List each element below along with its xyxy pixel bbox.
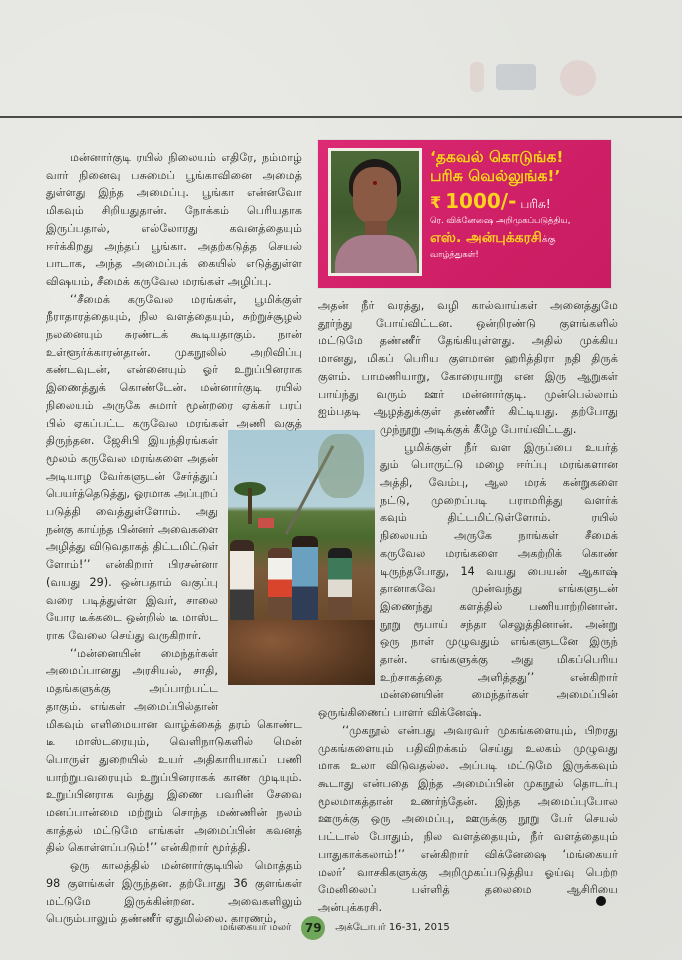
text-line: (வயது 29). ஒன்பதாம் வகுப்பு bbox=[46, 575, 218, 589]
text-line: திருந்தன. ஜேசிபி இயந்திரங்கள் bbox=[46, 434, 218, 448]
promo-wish: வாழ்த்துகள்! bbox=[430, 250, 479, 260]
text-line: யாற்றுபவரையும் உறுப்பினராகக் காண முடியும். bbox=[46, 770, 302, 784]
text-line: மூலமாகத்தான் உணர்ந்தேன். இந்த அமைப்புபோல bbox=[318, 794, 618, 808]
text-line: மனப்பான்மை மற்றும் சொந்த மண்ணின் நலம் bbox=[46, 806, 302, 820]
text-line: நிலையம் அருகே சுமார் மூன்றரை ஏக்கர் பரப் bbox=[46, 398, 302, 412]
text-line: மிகவும் எளிமையான வாழ்க்கைத் தரம் கொண்ட bbox=[46, 717, 302, 731]
text-line: பாடாக, அந்த அமைப்புக் கையில் எடுத்துள்ள bbox=[46, 257, 302, 271]
text-line: மானது, மிகப் பெரிய குளமான ஹரித்திரா நதி திருக் bbox=[318, 352, 618, 366]
bleed-through-header bbox=[460, 58, 610, 98]
text-line: மலர்’ வாசகிகளுக்கு அறிமுகப்படுத்திய ஓய்வு பெற்ற bbox=[318, 865, 618, 879]
text-line: இணைத்துக் கொண்டேன். மன்னார்குடி ரயில் bbox=[46, 381, 302, 395]
text-line: பூமிக்குள் நீர் வள இருப்பை உயர்த் bbox=[404, 440, 618, 454]
text-line: உள்ளூர்க்காரன்தான். முகநூலில் அறிவிப்பு bbox=[46, 345, 302, 359]
text-line: டிருந்தபோது, 14 வயது பையன் ஆகாஷ் bbox=[380, 564, 618, 578]
text-line: ஒருங்கிணைப் பாளர் விக்னேஷ். bbox=[318, 706, 482, 720]
text-line: யோர டீக்கடை ஒன்றில் டீ மாஸ்ட bbox=[46, 611, 218, 625]
text-line: தான். எங்களுக்கு அது மிகப்பெரிய bbox=[380, 653, 618, 667]
text-line: நலனையும் சுரண்டக் கூடியதாகும். நான் bbox=[46, 328, 302, 342]
promo-headline bbox=[430, 148, 605, 186]
text-line: தும் பொருட்டு மழை ஈர்ப்பு மரங்களான bbox=[380, 458, 618, 472]
text-line: கவும் திட்டமிட்டுள்ளோம். ரயில் bbox=[380, 511, 618, 525]
text-line: தில் கொள்ளப்படும்!’’ என்கிறார் மூர்த்தி. bbox=[46, 841, 251, 855]
text-line: ஊருக்கு ஒரு அமைப்பு, ஊருக்கு நூறு பேர் செயல் bbox=[318, 812, 618, 826]
text-line: நட்டு, முறைப்படி பராமரித்து வளர்க் bbox=[380, 493, 618, 507]
text-line: அழித்து விடுவதாகத் திட்டமிட்டுள் bbox=[46, 540, 218, 554]
text-line: அடியாழ வேர்களுடன் சேர்த்துப் bbox=[46, 469, 218, 483]
article-right-column bbox=[318, 297, 618, 917]
text-line: நன்கு காய்ந்த பின்னர் அவைகளை bbox=[46, 522, 218, 536]
text-line: இருப்பதால், எல்லோரது கவனத்தையும் bbox=[46, 221, 302, 235]
text-line: உற்சாகத்தை அளித்தது’’ என்கிறார் bbox=[380, 670, 618, 684]
text-line: ஒரு நாள் முழுவதும் எங்களுடனே இருந் bbox=[380, 635, 618, 649]
text-line: பெரும்பாலும் தண்ணீர் ஏதுமில்லை. காரணம், bbox=[46, 912, 277, 926]
text-line: விஷயம், சீமைக் கருவேல மரங்கள் அழிப்பு. bbox=[46, 274, 272, 288]
text-line: குளம். பாமணியாறு, கோரையாறு என இரு ஆறுகள் bbox=[318, 369, 618, 383]
text-line: முந்நூறு அடிக்குக் கீழே போய்விட்டது. bbox=[380, 422, 577, 436]
text-line: காத்தல் மட்டுமே எங்கள் அமைப்பின் கவனத் bbox=[46, 823, 302, 837]
issue-date: அக்டோபர் 16-31, 2015 bbox=[335, 922, 450, 933]
text-line: தானாகவே முன்வந்து எங்களுடன் bbox=[380, 582, 618, 596]
text-line: ‘‘மன்னையின் மைந்தர்கள் bbox=[70, 646, 218, 660]
magazine-name: மங்கையர் மலர் bbox=[220, 922, 292, 933]
header-rule bbox=[0, 116, 682, 118]
text-line: வரை படித்துள்ள இவர், சாலை bbox=[46, 593, 218, 607]
winner-photo bbox=[328, 148, 422, 276]
promo-prize bbox=[430, 189, 605, 213]
text-line: மட்டுமே இருக்கின்றன. அவைகளிலும் bbox=[46, 894, 302, 908]
text-line: பொருள் துறையில் உயர் அதிகாரியாகப் பணி bbox=[46, 752, 302, 766]
prize-amount: 1000/- bbox=[445, 189, 517, 213]
text-line: ‘‘சீமைக் கருவேல மரங்கள், பூமிக்குள் bbox=[70, 292, 302, 306]
promo-intro: ரெ. விக்னேஷை அறிமுகப்படுத்திய, bbox=[430, 216, 571, 226]
text-line: அதன் நீர் வரத்து, வழி கால்வாய்கள் அனைத்துமே bbox=[318, 299, 618, 312]
text-line: இணைந்து களத்தில் பணியாற்றினான். bbox=[380, 599, 618, 613]
winner-suffix: க்கு bbox=[541, 235, 556, 245]
text-line: படுத்தி வைத்துள்ளோம். அது bbox=[46, 505, 218, 519]
text-line: பாய்ந்து வரும் ஊர் மன்னார்குடி. முன்பெல்லாம் bbox=[318, 387, 618, 401]
text-line: நீராதாரத்தையும், நில வளத்தையும், சுற்றுச்சூழல் bbox=[46, 310, 302, 324]
page-number-badge: 79 bbox=[301, 916, 325, 940]
text-line: கூடாது என்பதை இந்த அமைப்பின் முகநூல் தொடர்பு bbox=[318, 776, 618, 790]
text-line: மிகவும் சிறியதுதான். நோக்கம் பெரியதாக bbox=[46, 204, 302, 218]
text-line: ராக வேலை செய்து வருகிறார். bbox=[46, 628, 202, 642]
text-line: அத்தி, வேம்பு, ஆல மரக் கன்றுகளை bbox=[380, 476, 618, 490]
text-line: ஈர்க்கிறது அந்தப் பூங்கா. அதற்கடுத்த செயல் bbox=[46, 239, 302, 253]
text-line: கருவேல மரங்களை அகற்றிக் கொண் bbox=[380, 546, 618, 560]
text-line: மன்னையின் மைந்தர்கள் அமைப்பின் bbox=[380, 688, 618, 702]
winner-name: எஸ். அன்புக்கரசி bbox=[430, 230, 542, 246]
text-line: உறுப்பினராக வந்து இணை பவரின் சேவை bbox=[46, 788, 302, 802]
text-line: ஐம்பதடி ஆழத்துக்குள் தண்ணீர் கிட்டியது. தற்போது bbox=[318, 405, 618, 419]
text-line: நூறு ரூபாய் சந்தா செலுத்தினான். அன்று bbox=[380, 617, 618, 631]
text-line: தாகும். எங்கள் அமைப்பில்தான் bbox=[46, 699, 218, 713]
text-line: தூர்ந்து போய்விட்டன. ஒன்றிரண்டு குளங்களில் bbox=[318, 316, 618, 330]
text-line: பாதுகாக்கலாம்!’’ என்கிறார் விக்னேஷை ‘மங்கையர் bbox=[318, 847, 618, 861]
text-line: மாக உலா விடுவதல்ல. அப்படி மட்டுமே இருக்கவும் bbox=[318, 759, 618, 773]
text-line: அன்புக்கரசி. bbox=[318, 900, 383, 914]
text-line: நிலையம் அருகே நாங்கள் சீமைக் bbox=[380, 529, 618, 543]
text-line: ளோம்!’’ என்கிறார் பிரசன்னா bbox=[46, 558, 218, 572]
text-line: மூலம் கருவேல மரங்களை அதன் bbox=[46, 451, 218, 465]
text-line: மேனிலைப் பள்ளித் தலைமை ஆசிரியை bbox=[318, 883, 618, 897]
end-of-article-bullet-icon bbox=[596, 896, 606, 906]
text-line: ‘‘முகநூல் என்பது அவரவர் முகங்களையும், பிறரது bbox=[342, 723, 618, 737]
promo-headline-line2: பரிசு வெல்லுங்க!’ bbox=[430, 167, 561, 185]
prize-label: பரிசு! bbox=[520, 197, 551, 211]
text-line: கண்டவுடன், என்னையும் ஓர் உறுப்பினராக bbox=[46, 363, 302, 377]
promo-headline-line1: ‘தகவல் கொடுங்க! bbox=[430, 148, 564, 166]
text-line: மன்னார்குடி ரயில் நிலையம் எதிரே, நம்மாழ் bbox=[70, 151, 302, 164]
promo-box bbox=[318, 140, 611, 288]
text-line: பெயர்த்தெடுத்து, ஓரமாக அப்புறப் bbox=[46, 487, 218, 501]
text-line: துள்ளது இந்த அமைப்பு. பூங்கா என்னவோ bbox=[46, 186, 302, 200]
text-line: டீ மாஸ்டரையும், வெளிநாடுகளில் மென் bbox=[46, 735, 302, 749]
promo-text bbox=[430, 148, 605, 261]
text-line: வார் நினைவு பசுமைப் பூங்காவினை அமைத் bbox=[46, 168, 302, 182]
rupee-icon: ₹ bbox=[430, 193, 442, 212]
text-line: பட்டால் போதும், நில வளத்தையும், நீர் வளத்தையும் bbox=[318, 830, 618, 844]
text-line: மட்டுமே தண்ணீர் தேங்கியுள்ளது. அதில் முக்கிய bbox=[318, 334, 618, 348]
text-line: ஒரு காலத்தில் மன்னார்குடியில் மொத்தம் bbox=[70, 859, 302, 873]
text-line: பில் ஏகப்பட்ட கருவேல மரங்கள் அணி வகுத் bbox=[46, 416, 302, 430]
text-line: 98 குளங்கள் இருந்தன. தற்போது 36 குளங்கள் bbox=[46, 876, 302, 890]
winner-line bbox=[430, 230, 605, 248]
page-footer bbox=[220, 915, 450, 941]
text-line: முகங்களையும் பதிவிறக்கம் செய்து உலகம் முழுவது bbox=[318, 741, 618, 755]
text-line: மதங்களுக்கு அப்பாற்பட்ட bbox=[46, 682, 218, 696]
article-left-column bbox=[46, 149, 302, 928]
text-line: அமைப்பானது அரசியல், சாதி, bbox=[46, 664, 218, 678]
